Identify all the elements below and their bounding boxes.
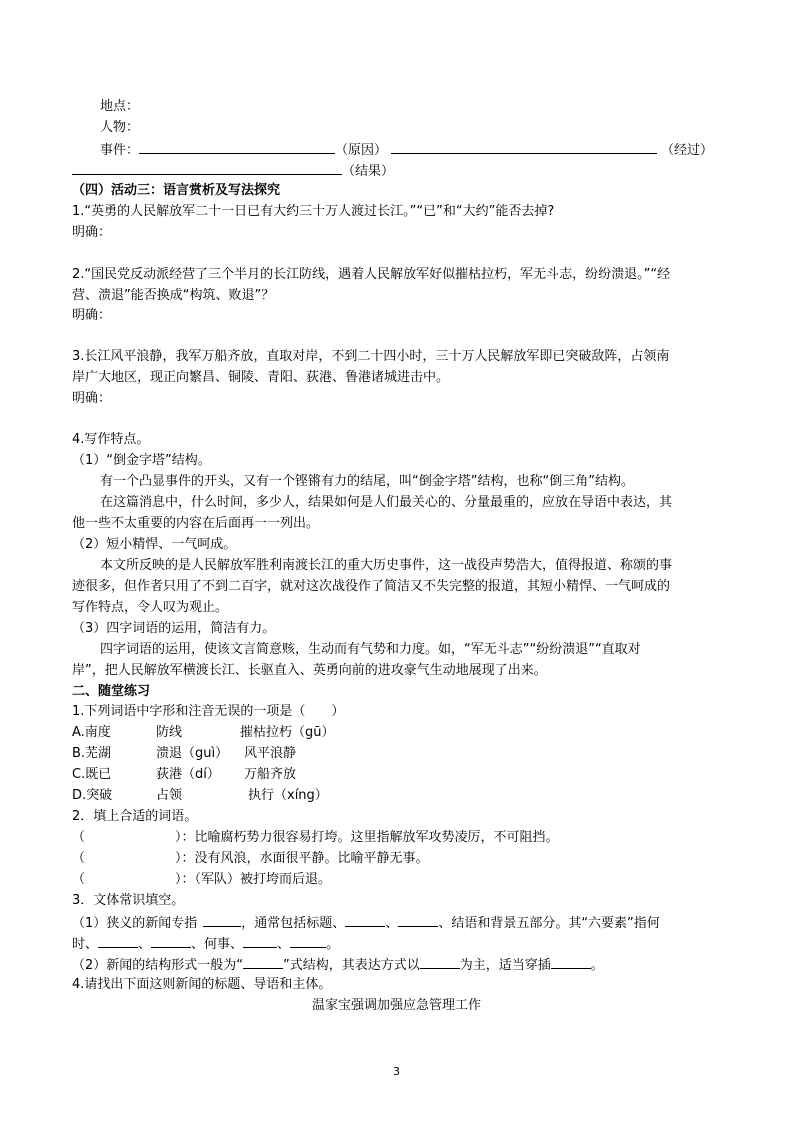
event-cause-blank[interactable] <box>139 139 335 154</box>
option-a-word2: 防线 <box>156 725 183 740</box>
q3b-text5: 。 <box>326 937 340 952</box>
option-d-word2: 占领 <box>156 788 183 803</box>
practice-q4: 4.请找出下面这则新闻的标题、导语和主体。 <box>72 977 332 992</box>
option-c-word1: C.既已 <box>72 767 112 782</box>
q2a-text: ）：比喻腐朽势力很容易打垮。这里指解放军攻势凌厉，不可阻挡。 <box>175 830 559 845</box>
q3b-text4: 、 <box>277 937 291 952</box>
point-3-line2: 岸”，把人民解放军横渡长江、长驱直入、英勇向前的进攻豪气生动地展现了出来。 <box>72 663 547 678</box>
q3a-blank2[interactable] <box>345 912 385 927</box>
q3b-blank1[interactable] <box>98 933 138 948</box>
q2b-open-paren: （ <box>72 851 86 866</box>
option-b-word3: 风平浪静 <box>244 746 297 761</box>
q2c-open-paren: （ <box>72 872 86 887</box>
option-d-word1: D.突破 <box>72 788 113 803</box>
q2a-open-paren: （ <box>72 830 86 845</box>
people-label: 人物： <box>100 120 140 135</box>
event-result-blank[interactable] <box>72 160 342 175</box>
page-number: 3 <box>393 1065 400 1078</box>
option-a-word1: A.南度 <box>72 725 111 740</box>
point-1-line1: 有一个凸显事件的开头，又有一个铿锵有力的结尾，叫“倒金字塔”结构，也称“倒三角”结构。 <box>100 474 634 489</box>
q3a-blank3[interactable] <box>398 912 438 927</box>
practice-q3b <box>72 933 339 955</box>
q3b-blank2[interactable] <box>151 933 191 948</box>
q2c-text: ）：（军队）被打垮而后退。 <box>175 872 332 887</box>
event-line <box>100 139 713 161</box>
option-b-word2: 溃退（guì） <box>156 746 229 761</box>
practice-q2: 2．填上合适的词语。 <box>72 809 198 824</box>
process-label: （经过） <box>661 143 714 158</box>
q3a-blank1[interactable] <box>203 912 241 927</box>
q3b-text1: 时、 <box>72 937 99 952</box>
point-2-title: （2）短小精悍、一气呵成。 <box>72 537 237 552</box>
point-1-line3: 他一些不太重要的内容在后面再一一列出。 <box>72 516 320 531</box>
question-4: 4.写作特点。 <box>72 432 150 447</box>
question-3-line2: 岸广大地区，现正向繁昌、铜陵、青阳、荻港、鲁港诸城进击中。 <box>72 370 450 385</box>
answer-1-label: 明确： <box>72 225 112 240</box>
option-d-word3: 执行（xíng） <box>248 788 328 803</box>
result-label: （结果） <box>342 164 395 179</box>
point-2-line3: 写作特点，令人叹为观止。 <box>72 600 229 615</box>
news-title: 温家宝强调加强应急管理工作 <box>311 998 481 1013</box>
practice-q2c <box>72 870 331 890</box>
answer-2-label: 明确： <box>72 308 112 323</box>
question-2-line1: 2.“国民党反动派经营了三个半月的长江防线，遇着人民解放军好似摧枯拉朽，军无斗志，纷纷溃退。”“经 <box>72 267 671 282</box>
section2-title: 二、随堂练习 <box>72 684 151 699</box>
point-1-title: （1）“倒金字塔”结构。 <box>72 453 211 468</box>
practice-q3c <box>72 954 604 976</box>
q3c-blank3[interactable] <box>551 954 591 969</box>
practice-q2b <box>72 849 429 869</box>
section4-title: （四）活动三：语言赏析及写法探究 <box>72 183 281 198</box>
point-1-line2: 在这篇消息中，什么时间，多少人，结果如何是人们最关心的、分量最重的，应放在导语中表达，其 <box>100 495 673 510</box>
q3c-text3: 为主，适当穿插 <box>459 958 551 973</box>
q3a-text1: （1）狭义的新闻专指 <box>72 916 198 931</box>
question-3-line1: 3.长江风平浪静，我军万船齐放，直取对岸，不到二十四小时，三十万人民解放军即已突破敌阵，占领南 <box>72 349 670 364</box>
practice-q2a <box>72 828 559 848</box>
q3c-text4: 。 <box>590 958 604 973</box>
option-c-word2: 荻港（dí） <box>156 767 220 782</box>
practice-q3: 3．文体常识填空。 <box>72 893 185 908</box>
practice-q1: 1.下列词语中字形和注音无误的一项是（ ） <box>72 704 345 719</box>
q3a-text3: 、 <box>385 916 399 931</box>
q3b-blank3[interactable] <box>243 933 277 948</box>
point-2-line2: 迹很多，但作者只用了不到二百字，就对这次战役作了简洁又不失完整的报道，其短小精悍、一气呵成的 <box>72 579 671 594</box>
point-3-line1: 四字词语的运用，使该文言简意赅，生动而有气势和力度。如，“军无斗志”“纷纷溃退”“直取对 <box>100 642 641 657</box>
option-a-word3: 摧枯拉朽（gū） <box>240 725 335 740</box>
answer-3-label: 明确： <box>72 391 112 406</box>
q3c-blank2[interactable] <box>420 954 460 969</box>
place-label: 地点： <box>100 99 140 114</box>
q3b-text3: 、何事、 <box>191 937 244 952</box>
q3c-blank1[interactable] <box>243 954 283 969</box>
q3b-blank4[interactable] <box>290 933 326 948</box>
q2b-text: ）：没有风浪，水面很平静。比喻平静无事。 <box>175 851 429 866</box>
event-process-blank[interactable] <box>391 139 657 154</box>
question-2-line2: 营、溃退”能否换成“构筑、败退”？ <box>72 288 275 303</box>
q3c-text2: ”式结构，其表达方式以 <box>283 958 420 973</box>
result-line <box>72 160 394 182</box>
point-3-title: （3）四字词语的运用，简洁有力。 <box>72 621 276 636</box>
option-b-word1: B.芜湖 <box>72 746 112 761</box>
q3c-text1: （2）新闻的结构形式一般为“ <box>72 958 244 973</box>
q3a-text4: 、结语和背景五部分。其“六要素”指何 <box>438 916 660 931</box>
practice-q3a <box>72 912 660 934</box>
event-label: 事件： <box>100 143 140 158</box>
question-1: 1.“英勇的人民解放军二十一日已有大约三十万人渡过长江。”“已”和“大约”能否去掉? <box>72 204 555 219</box>
option-c-word3: 万船齐放 <box>244 767 297 782</box>
point-2-line1: 本文所反映的是人民解放军胜利南渡长江的重大历史事件，这一战役声势浩大，值得报道、称颂的事 <box>100 558 673 573</box>
q3b-text2: 、 <box>138 937 152 952</box>
cause-label: （原因） <box>335 143 388 158</box>
q3a-text2: ，通常包括标题、 <box>241 916 346 931</box>
